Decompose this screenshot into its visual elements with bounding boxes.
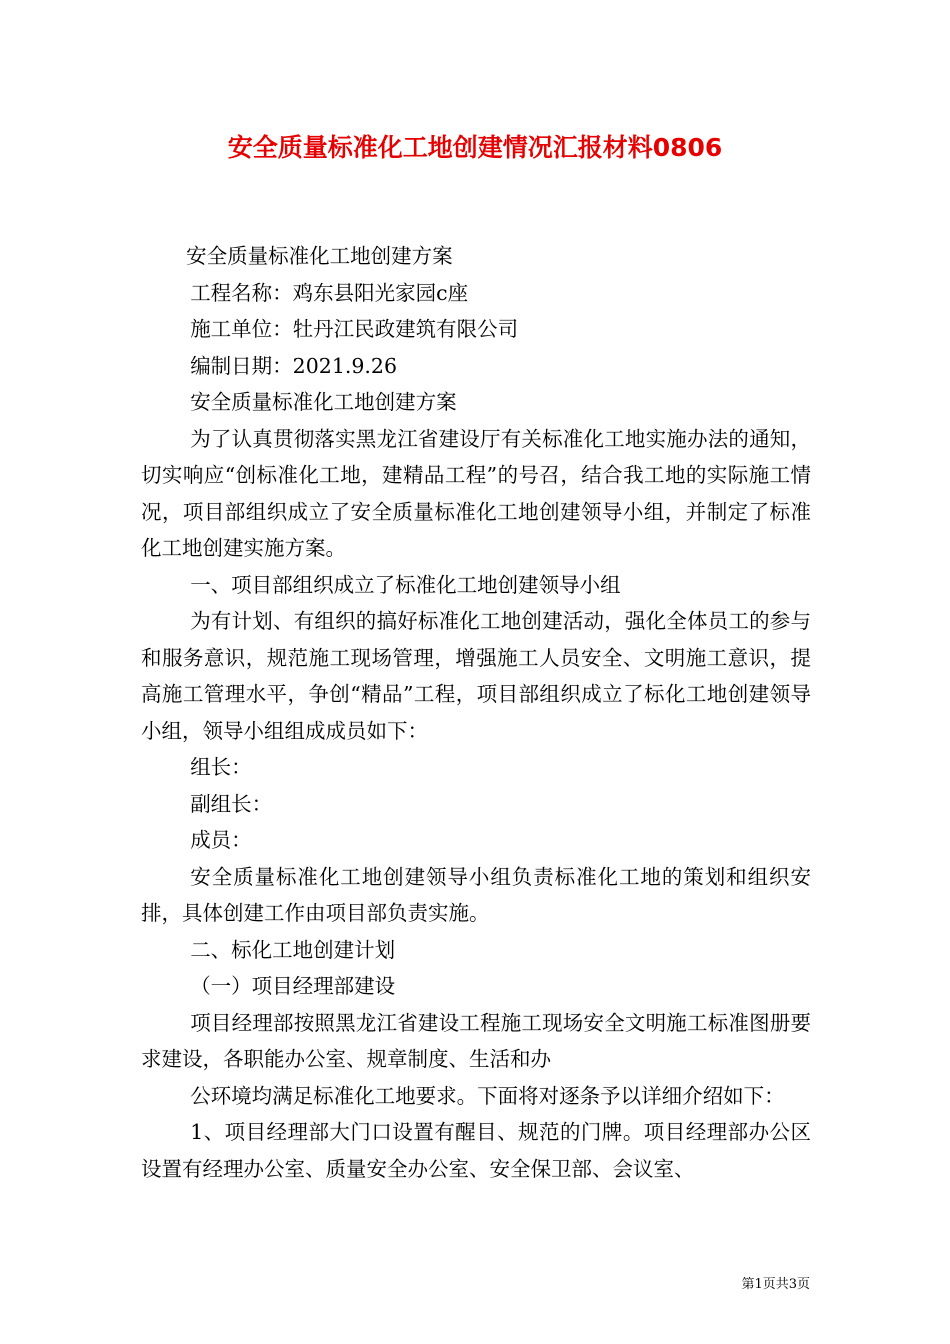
page-number: 第1页共3页 xyxy=(741,1277,810,1292)
document-body xyxy=(141,238,811,1187)
paragraph-project-name: 工程名称：鸡东县阳光家园c座 xyxy=(190,280,469,305)
paragraph-group-leader: 组长： xyxy=(190,755,252,779)
paragraph-item-1: 1、项目经理部大门口设置有醒目、规范的门牌。项目经理部办公区设置有经理办公室、质量安全办公室、安全保卫部、会议室、 xyxy=(141,1120,811,1181)
section-heading-1: 一、项目部组织成立了标准化工地创建领导小组 xyxy=(190,572,621,597)
paragraph-plan-heading: 安全质量标准化工地创建方案 xyxy=(186,244,453,268)
paragraph-compile-date: 编制日期：2021.9.26 xyxy=(190,353,398,378)
section-heading-2: 二、标化工地创建计划 xyxy=(190,937,396,962)
subsection-heading-1: （一）项目经理部建设 xyxy=(190,974,396,998)
paragraph-intro: 为了认真贯彻落实黑龙江省建设厅有关标准化工地实施办法的通知，切实响应“创标准化工地，建精品工程”的号召，结合我工地的实际施工情况，项目部组织成立了安全质量标准化工地创建领导小组，并制定了标准化工地创建实施方案。 xyxy=(141,426,811,560)
paragraph-responsibility: 安全质量标准化工地创建领导小组负责标准化工地的策划和组织安排，具体创建工作由项目部负责实施。 xyxy=(141,864,811,925)
document-title: 安全质量标准化工地创建情况汇报材料0806 xyxy=(227,133,723,162)
paragraph-construction-unit: 施工单位：牡丹江民政建筑有限公司 xyxy=(190,317,519,341)
paragraph-plan-title: 安全质量标准化工地创建方案 xyxy=(190,390,457,414)
paragraph-deputy-leader: 副组长： xyxy=(190,791,273,816)
paragraph-members: 成员： xyxy=(190,828,252,852)
paragraph-office-environment: 公环境均满足标准化工地要求。下面将对逐条予以详细介绍如下： xyxy=(190,1083,785,1108)
paragraph-leadership-group: 为有计划、有组织的搞好标准化工地创建活动，强化全体员工的参与和服务意识，规范施工现场管理，增强施工人员安全、文明施工意识，提高施工管理水平，争创“精品”工程，项目部组织成立了标化工地创建领导小组，领导小组组成成员如下： xyxy=(141,609,811,743)
paragraph-department-build: 项目经理部按照黑龙江省建设工程施工现场安全文明施工标准图册要求建设，各职能办公室、规章制度、生活和办 xyxy=(141,1010,811,1071)
